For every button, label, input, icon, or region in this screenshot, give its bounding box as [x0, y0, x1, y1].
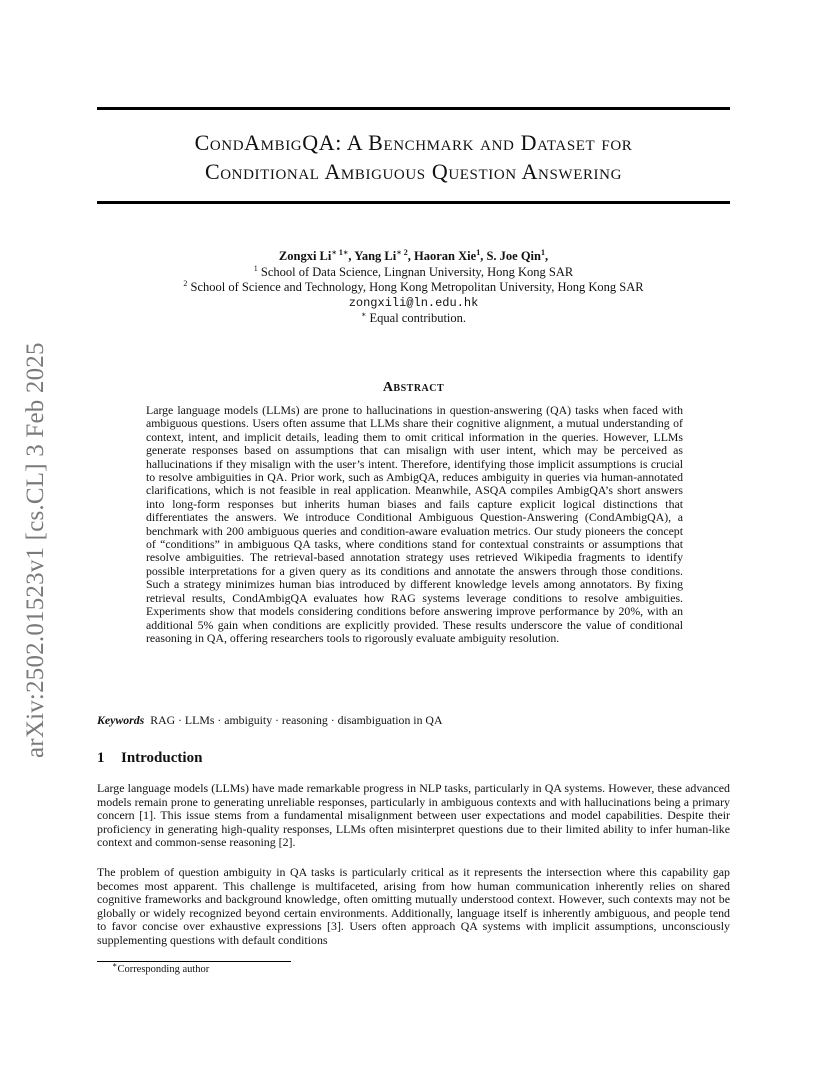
footnote-mark: ∗ [112, 960, 118, 970]
contact-email[interactable]: zongxili@ln.edu.hk [348, 295, 479, 310]
author-1-footnote-mark: ∗ [342, 247, 349, 257]
affiliation-1-text: School of Data Science, Lingnan University, Hong Kong SAR [260, 264, 574, 279]
section-heading-introduction [97, 750, 202, 767]
keywords-label: Keywords [97, 713, 145, 727]
keywords-line [97, 713, 730, 727]
intro-paragraph-2: The problem of question ambiguity in QA tasks is particularly critical as it represents the intersection where this capability gap becomes most apparent. This challenge is multifaceted, arising from how human communication inherently relies on shared cognitive frameworks and background knowledge, often omitting mutually understood context. However, such contexts may not be globally or widely recognized beyond certain environments. Additionally, language itself is inherently ambiguous, and people tend to favor concise over exhaustive expressions [3]. Users often approach QA systems with implicit assumptions, unconsciously supplementing questions with default conditions [97, 865, 730, 947]
equal-contribution-text: Equal contribution. [369, 311, 467, 325]
abstract-heading: Abstract [382, 380, 445, 395]
affiliation-2-text: School of Science and Technology, Hong Kong Metropolitan University, Hong Kong SAR [190, 280, 644, 294]
author-names: Zongxi $Li^{∗ 1∗}$, Yang $Li^{∗ 2}$, Haoran Xie$^1$, S. Joe Qin$^1$, [278, 247, 549, 263]
author-4: S. Joe Qin [486, 249, 541, 263]
affiliation-1-mark: 1 [253, 263, 258, 273]
section-title: Introduction [121, 750, 203, 766]
author-4-marks: 1 [540, 247, 545, 257]
footnote [112, 960, 210, 975]
author-2-marks: ∗ 2 [396, 247, 408, 257]
author-1-marks: ∗ 1 [331, 247, 343, 257]
paper-title [97, 128, 730, 186]
affiliation-2 [97, 280, 730, 296]
title-top-rule [97, 107, 730, 110]
section-number: 1 [97, 750, 105, 766]
author-2: Yang Li [354, 249, 397, 263]
author-3: Haoran Xie [414, 249, 477, 263]
intro-paragraph-1: Large language models (LLMs) have made remarkable progress in NLP tasks, particularly in QA systems. However, these advanced models remain prone to generating unreliable responses, particularly in ambiguous contexts and with hallucinations being a primary concern [1]. This issue stems from a fundamental misalignment between user expectations and model capabilities. Despite their proficiency in generating high-quality responses, LLMs often misinterpret questions due to their limited ability to infer human-like context and common-sense reasoning [2]. [97, 781, 730, 849]
title-line-2: Conditional Ambiguous Question Answering [204, 159, 623, 184]
footnote-text: Corresponding author [117, 964, 210, 975]
affiliation-1 [97, 265, 730, 281]
equal-contribution-mark: ∗ [360, 309, 367, 319]
author-3-marks: 1 [476, 247, 481, 257]
author-block [97, 249, 730, 327]
abstract-text: Large language models (LLMs) are prone to hallucinations in question-answering (QA) tasks when faced with ambiguous questions. Users often assume that LLMs share their cognitive alignment, a mutual understanding of context, intent, and implicit details, leading them to omit critical information in the queries. However, LLMs generate responses based on assumptions that can misalign with user intent, which may be perceived as hallucinations if they misalign with the user’s intent. Therefore, identifying those implicit assumptions is crucial to resolve ambiguities in QA. Prior work, such as AmbigQA, reduces ambiguity in queries via human-annotated clarifications, which is not feasible in real application. Meanwhile, ASQA compiles AmbigQA’s short answers into long-form responses but inherits human biases and fails capture explicit logical distinctions that differentiates the answers. We introduce Conditional Ambiguous Question-Answering (CondAmbigQA), a benchmark with 200 ambiguous queries and condition-aware evaluation metrics. Our study pioneers the concept of “conditions” in ambiguous QA tasks, where conditions stand for contextual constraints or assumptions that resolve ambiguities. The retrieval-based annotation strategy uses retrieved Wikipedia fragments to identify possible interpretations for a given query as its conditions and annotate the answers through those conditions. Such a strategy minimizes human bias introduced by different knowledge levels among annotators. By fixing retrieval results, CondAmbigQA evaluates how RAG systems leverage conditions to resolve ambiguities. Experiments show that models considering conditions before answering improve performance by 20%, with an additional 5% gain when conditions are explicitly provided. These results underscore the value of conditional reasoning in QA, offering researchers tools to rigorously evaluate ambiguity resolution. [146, 403, 683, 645]
arxiv-identifier-stamp: arXiv:2502.01523v1 [cs.CL] 3 Feb 2025 [22, 342, 49, 758]
footnote-rule [97, 961, 291, 962]
title-bottom-rule [97, 201, 730, 204]
affiliation-2-mark: 2 [183, 278, 188, 288]
keywords-list: RAG · LLMs · ambiguity · reasoning · disambiguation in QA [150, 713, 443, 727]
title-line-1: CondAmbigQA: A Benchmark and Dataset for [194, 130, 633, 155]
equal-contribution-note [97, 311, 730, 327]
author-1: Zongxi Li [278, 249, 332, 263]
